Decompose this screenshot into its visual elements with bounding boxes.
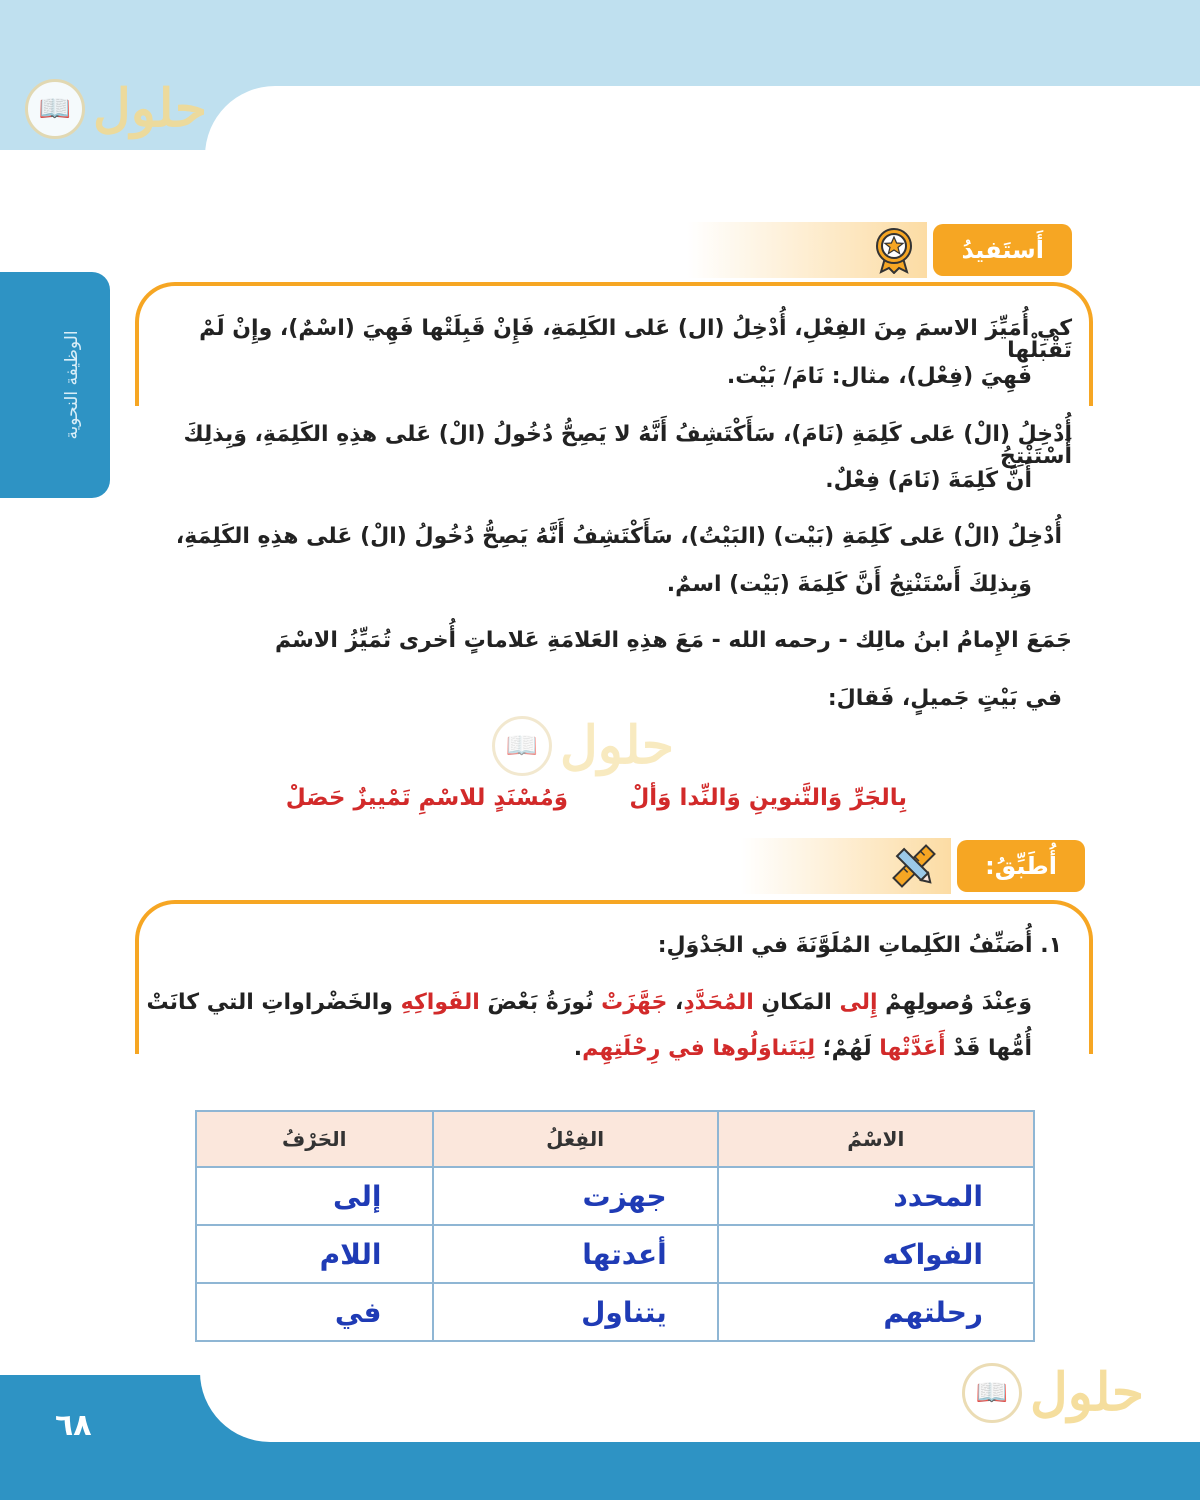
passage-text: المَكانِ	[753, 990, 840, 1015]
table-cell: إلى	[196, 1167, 433, 1225]
logo-text: حلول	[1030, 1362, 1145, 1423]
practice-task: ١. أُصَنِّفُ الكَلِماتِ المُلَوَّنَةَ في الجَدْوَلِ:	[657, 933, 1062, 958]
practice-passage-line-1	[132, 992, 1032, 1014]
benefit-line-1: كي أُمَيِّزَ الاسمَ مِنَ الفِعْلِ، أُدْخِلُ (ال) عَلى الكَلِمَةِ، فَإِنْ قَبِلَتْها فَهِيَ (اسْمٌ)، وإِنْ لَمْ تَقْبَلْها	[199, 316, 1072, 363]
table-cell: رحلتهم	[718, 1283, 1034, 1341]
highlighted-word: المُحَدَّدِ	[683, 990, 754, 1015]
passage-text: وَعِنْدَ وُصولِهِمْ	[877, 990, 1032, 1015]
top-banner-cutout	[205, 86, 1200, 166]
badge-star-icon	[873, 226, 915, 274]
table-cell: يتناول	[433, 1283, 718, 1341]
practice-frame	[135, 900, 1093, 1054]
logo-text: حلول	[93, 78, 208, 139]
benefit-line-3: أُدْخِلُ (الْ) عَلى كَلِمَةِ (نَامَ)، سَأَكْتَشِفُ أَنَّهُ لا يَصِحُّ دُخُولُ (الْ) عَلى هذِهِ الكَلِمَةِ، وَبِذلِكَ أَسْتَنْتِجُ	[183, 422, 1072, 469]
highlighted-word: الفَواكِهِ	[400, 990, 480, 1015]
header-noun: الاسْمُ	[718, 1111, 1034, 1167]
table-cell: اللام	[196, 1225, 433, 1283]
table-header-row	[196, 1111, 1034, 1167]
passage-text: أُمُّها قَدْ	[945, 1036, 1032, 1061]
passage-text: لَهُمْ؛	[815, 1036, 880, 1061]
book-icon: 📖	[25, 79, 85, 139]
header-particle: الحَرْفُ	[196, 1111, 433, 1167]
highlighted-word: رِحْلَتِهِم	[582, 1036, 661, 1061]
table-cell: الفواكه	[718, 1225, 1034, 1283]
practice-passage-line-2	[232, 1038, 1032, 1060]
benefit-line-5: أُدْخِلُ (الْ) عَلى كَلِمَةِ (بَيْت) (البَيْتُ)، سَأَكْتَشِفُ أَنَّهُ يَصِحُّ دُخُولُ (الْ) عَلى هذِهِ الكَلِمَةِ،	[175, 524, 1062, 549]
benefit-heading-label: أَستَفيدُ	[933, 224, 1072, 276]
passage-text: ،	[667, 990, 684, 1015]
benefit-line-8: في بَيْتٍ جَميلٍ، فَقالَ:	[827, 686, 1062, 711]
benefit-line-6: وَبِذلِكَ أَسْتَنْتِجُ أَنَّ كَلِمَةَ (بَيْت) اسمٌ.	[666, 572, 1032, 597]
side-tab	[0, 272, 110, 498]
highlighted-word: لِيَتَناوَلُوها	[712, 1036, 816, 1061]
logo-text: حلول	[560, 715, 675, 776]
book-icon: 📖	[492, 716, 552, 776]
pencil-ruler-icon	[889, 841, 939, 891]
practice-heading-band	[741, 838, 951, 894]
table-cell: جهزت	[433, 1167, 718, 1225]
table-row	[196, 1167, 1034, 1225]
benefit-line-7: جَمَعَ الإِمامُ ابنُ مالِك - رحمه الله - مَعَ هذِهِ العَلامَةِ عَلاماتٍ أُخرى تُمَيِّزُ الاسْمَ	[275, 628, 1072, 653]
passage-text: والخَضْراواتِ التي كانَتْ	[146, 990, 401, 1015]
table-row	[196, 1283, 1034, 1341]
highlighted-word: إِلى	[839, 990, 878, 1015]
verse-second-half: وَمُسْنَدٍ للاسْمِ تَمْييزٌ حَصَلْ	[285, 785, 568, 811]
logo-watermark	[492, 715, 674, 776]
logo-bottom	[962, 1362, 1144, 1423]
benefit-line-4: أَنَّ كَلِمَةَ (نَامَ) فِعْلٌ.	[825, 468, 1032, 493]
table-cell: في	[196, 1283, 433, 1341]
benefit-line-2: فَهِيَ (فِعْل)، مثال: نَامَ/ بَيْت.	[726, 364, 1032, 389]
classification-table	[195, 1110, 1035, 1342]
practice-heading	[741, 838, 1085, 894]
passage-text	[660, 1036, 668, 1061]
benefit-heading	[687, 222, 1072, 278]
logo-top	[25, 78, 207, 139]
practice-heading-label: أُطَبِّقُ:	[957, 840, 1085, 892]
passage-text: .	[573, 1036, 583, 1061]
book-icon: 📖	[962, 1363, 1022, 1423]
highlighted-word: في	[668, 1036, 705, 1061]
verse-first-half: بِالجَرِّ وَالتَّنوينِ وَالنِّدا وَألْ	[629, 785, 907, 811]
table-cell: المحدد	[718, 1167, 1034, 1225]
page-number: ٦٨	[55, 1408, 92, 1443]
header-verb: الفِعْلُ	[433, 1111, 718, 1167]
passage-text: نُورَةُ بَعْضَ	[479, 990, 602, 1015]
table-cell: أعدتها	[433, 1225, 718, 1283]
benefit-heading-band	[687, 222, 927, 278]
highlighted-word: جَهَّزَتْ	[601, 990, 668, 1015]
highlighted-word: أَعَدَّتْها	[879, 1036, 946, 1061]
table-row	[196, 1225, 1034, 1283]
side-tab-label: الوظيفة النحوية	[62, 330, 82, 440]
